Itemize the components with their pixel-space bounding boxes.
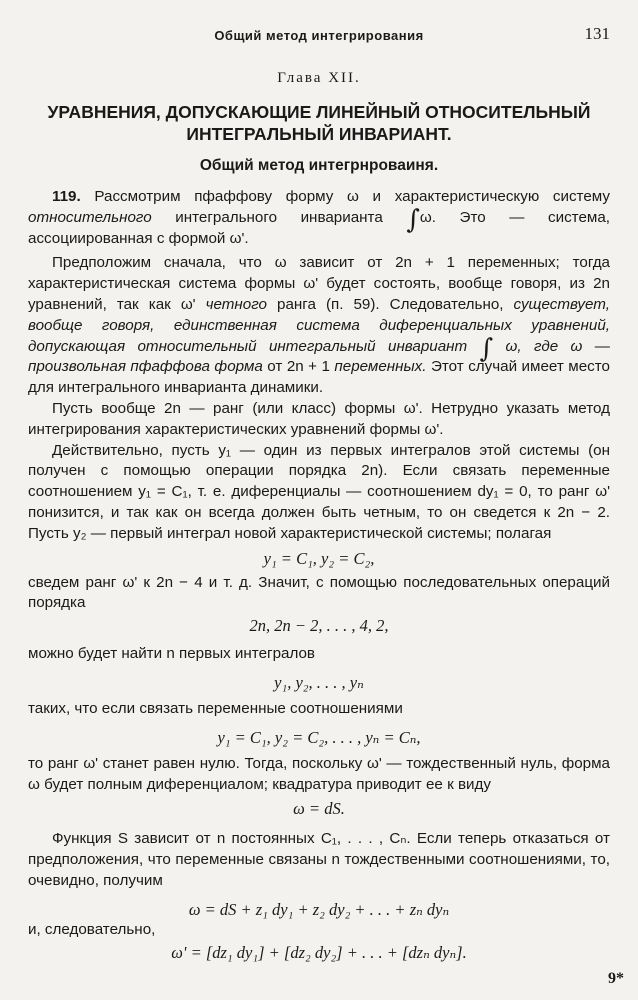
p2-a: Предположим сначала, что ω зависит от 2n + 1 переменных; тогда характеристическая система формы ω' будет состоять, вообще говоря, из 2n уравнений, так как ω' — [28, 254, 610, 313]
paragraph-7: таких, что если связать переменные соотношениями — [28, 699, 403, 717]
formula-5: ω = dS. — [293, 799, 345, 819]
paragraph-8: то ранг ω' станет равен нулю. Тогда, поскольку ω' — тождественный нуль, форма ω будет полным диференциалом; квадратура приводит ее к виду — [28, 754, 610, 793]
p1-italic: относительного — [28, 208, 152, 226]
paragraph-2 — [28, 253, 610, 399]
chapter-title-line2: ИНТЕГРАЛЬНЫЙ ИНВАРИАНТ. — [186, 124, 452, 144]
p1-c: ω. Это — система, ассоциированная с формой ω'. — [28, 208, 610, 247]
paragraph-4: Действительно, пусть y₁ — один из первых интегралов этой системы (он получен с помощью операции порядка 2n). Если связать переменные соотношением y₁ = C₁, т. е. диференциалы — соотношением dy₁ = 0, то ранг ω' понизится, и так как он всегда должен быть четным, то он сведется к 2n − 2. Пусть y₂ — первый интеграл новой характеристической системы; полагая — [28, 441, 610, 542]
formula-7: ω' = [dz₁ dy₁] + [dz₂ dy₂] + . . . + [dzₙ dyₙ]. — [171, 942, 467, 962]
section-title: Общий метод интегрнроваиня. — [199, 157, 439, 174]
page — [28, 20, 610, 963]
paragraph-3: Пусть вообще 2n — ранг (или класс) формы ω'. Нетрудно указать метод интегрирования характеристических уравнений формы ω'. — [28, 399, 610, 438]
formula-1: y₁ = C₁, y₂ = C₂, — [263, 548, 375, 568]
p2-it4: переменных. — [334, 358, 427, 376]
paragraph-119 — [28, 187, 610, 249]
p1-a: Рассмотрим пфаффову форму ω и характеристическую систему — [80, 188, 610, 205]
paragraph-10: и, следовательно, — [28, 920, 156, 938]
running-title: Общий метод интегрирования — [214, 28, 424, 43]
formula-2: 2n, 2n − 2, . . . , 4, 2, — [249, 616, 389, 636]
page-number: 131 — [584, 24, 610, 43]
paragraph-5: сведем ранг ω' к 2n − 4 и т. д. Значит, с помощью последовательных операций порядка — [28, 573, 610, 612]
integral-sign: ∫ — [406, 204, 420, 235]
p2-it2: существует, вообще говоря, единственная система диференциальных уравнений, допускающая относительный интегральный инвариант — [28, 295, 610, 355]
paragraph-6: можно будет найти n первых интегралов — [28, 645, 316, 663]
p2-c: от 2n + 1 — [262, 358, 335, 376]
signature-mark: 9* — [608, 970, 624, 987]
paragraph-9: Функция S зависит от n постоянных C₁, . . . , Cₙ. Если теперь отказаться от предположения, что переменные связаны n тождественными соотношениями, то, очевидно, получим — [28, 830, 610, 889]
formula-3: y₁, y₂, . . . , yₙ — [274, 672, 364, 692]
p2-it3: ω, где ω — произвольная пфаффова форма — [28, 337, 610, 376]
running-head — [28, 20, 610, 46]
p2-it1: четного — [205, 295, 267, 313]
integral-sign: ∫ — [479, 333, 494, 364]
formula-6: ω = dS + z₁ dy₁ + z₂ dy₂ + . . . + zₙ dyₙ — [188, 899, 450, 919]
chapter-label: Глава XII. — [277, 70, 361, 86]
paragraph-number: 119. — [52, 188, 81, 205]
p2-b: ранга (п. 59). Следовательно, — [266, 295, 514, 313]
formula-4: y₁ = C₁, y₂ = C₂, . . . , yₙ = Cₙ, — [217, 727, 421, 747]
chapter-title — [28, 101, 610, 145]
p1-b: интегрального инварианта — [151, 208, 407, 226]
p2-d: Этот случай имеет место для интегрального инварианта динамики. — [28, 358, 610, 397]
chapter-title-line1: УРАВНЕНИЯ, ДОПУСКАЮЩИЕ ЛИНЕЙНЫЙ ОТНОСИТЕЛЬНЫЙ — [47, 102, 591, 122]
